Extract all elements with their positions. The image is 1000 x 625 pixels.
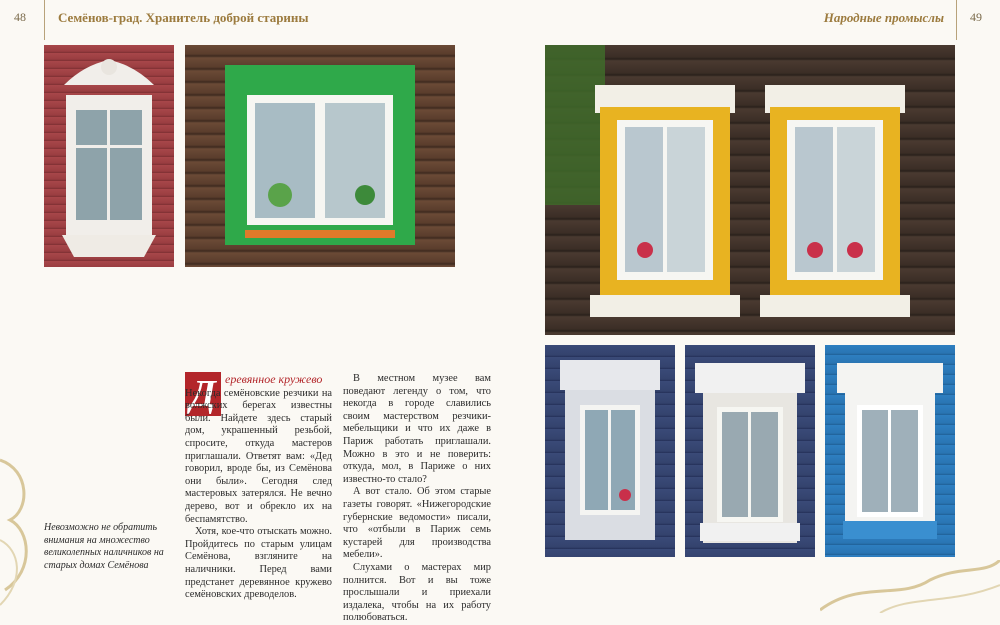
drop-cap: Д [185,372,221,416]
photo-yellow-windows [545,45,955,335]
left-page-number: 48 [14,10,26,24]
article-paragraph-4: А вот стало. Об этом старые газеты говорят. «Нижегородские губернские ведомости» писали, что «отбыли в Париж семь кустарей для производства мебели». [343,486,491,561]
right-corner-ornament [820,560,1000,613]
article-paragraph-2: Хотя, кое-что отыскать можно. Пройдитесь по старым улицам Семёнова, взгляните на наличники. Перед вами предстанет деревянное кружево семёновских древоделов. [185,526,332,601]
photo-white-frame-window-2 [685,345,815,557]
white-frame-1 [545,345,675,557]
blue-carved-frame [825,345,955,557]
photo-caption: Невозможно не обратить внимания на множество великолепных наличников на старых домах Семёнова [44,522,164,571]
article-paragraph-3: В местном музее вам поведают легенду о том, что некогда в городе славились своим мастерством резчики-мебельщики и что их даже в Париж работать приглашали. Можно в это и не поверить: откуда, мол, в Париже о них известно-то стало? [343,373,491,485]
right-running-title: Народные промыслы [823,10,944,25]
yellow-carved-frames [545,45,955,335]
photo-green-window [185,45,455,267]
left-header-divider [44,0,45,40]
photo-white-frame-window-1 [545,345,675,557]
white-carved-frame [44,45,174,267]
photo-red-house-window [44,45,174,267]
right-header-divider [956,0,957,40]
article-headline-line [185,373,332,388]
article-paragraph-1: Некогда семёновские резчики на волжских берегах известны были. Найдете здесь старый дом, украшенный резьбой, спросите, откуда мастеров приглашали. Ответят вам: «Дед говорил, вроде бы, из Семёнова они были». Сегодня след мастеровых затерялся. Не вечно дерево, вот и обрекло их на беспамятство. [185,387,332,525]
left-corner-ornament [0,440,40,613]
article-headline: еревянное кружево [225,372,323,386]
white-frame-2 [685,345,815,557]
left-running-title: Семёнов-град. Хранитель доброй старины [58,10,309,25]
article-column-1 [185,373,332,602]
photo-blue-frame-window [825,345,955,557]
right-page-number: 49 [970,10,982,24]
article-paragraph-5: Слухами о мастерах мир полнится. Вот и вы тоже прослышали и приехали издалека, чтобы на их работу полюбоваться. [343,561,491,624]
green-carved-frame [185,45,455,267]
article-column-2 [343,373,491,625]
